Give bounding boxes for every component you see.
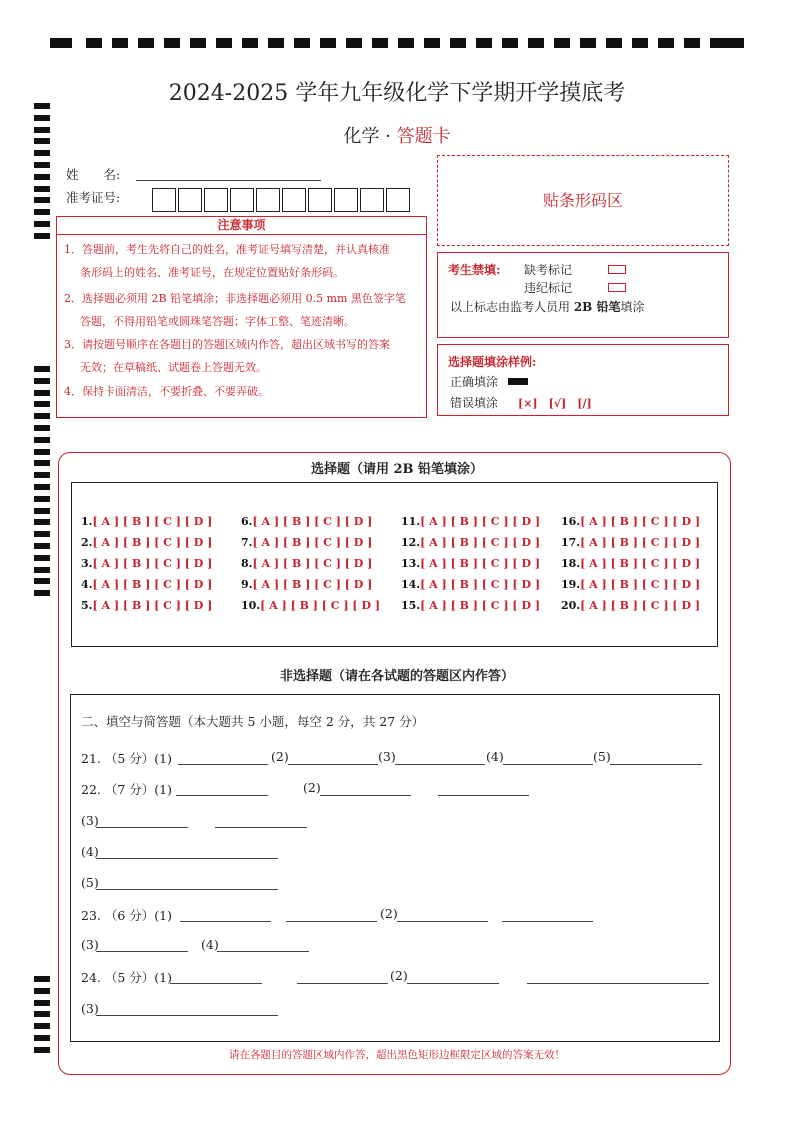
side-mark-27: [34, 543, 50, 549]
violation-mark-label: 违纪标记: [524, 281, 573, 295]
forbidden-title: 考生禁填:: [448, 263, 501, 277]
mc-option-bubbles[interactable]: [ A ] [ B ] [ C ] [ D ]: [92, 599, 213, 612]
q23-blank-4[interactable]: [217, 951, 309, 952]
mc-question-row[interactable]: [241, 578, 372, 591]
forbidden-box: [437, 252, 729, 338]
mc-question-number: 19.: [561, 578, 581, 591]
side-mark-1: [34, 115, 50, 121]
side-mark-6: [34, 174, 50, 180]
mc-question-row[interactable]: [561, 557, 700, 570]
mc-option-bubbles[interactable]: [ A ] [ B ] [ C ] [ D ]: [420, 599, 541, 612]
top-alignment-marks: [50, 38, 744, 50]
side-mark-30: [34, 578, 50, 584]
side-mark-34: [34, 1000, 50, 1006]
mc-question-number: 9.: [241, 578, 253, 591]
nonmc-answer-box: [70, 694, 720, 1042]
side-mark-22: [34, 484, 50, 490]
mc-option-bubbles[interactable]: [ A ] [ B ] [ C ] [ D ]: [420, 515, 541, 528]
mc-question-row[interactable]: [241, 599, 380, 612]
absent-mark-box[interactable]: [608, 265, 626, 274]
mc-question-number: 1.: [81, 515, 93, 528]
mc-question-number: 14.: [401, 578, 421, 591]
page-title: 2024-2025 学年九年级化学下学期开学摸底考: [168, 81, 626, 106]
fill-sample-box: [437, 344, 729, 416]
exam-id-digit-box[interactable]: [334, 188, 358, 212]
q22-part2: (2): [303, 780, 321, 795]
mc-question-row[interactable]: [241, 515, 372, 528]
q21-blank-2[interactable]: [288, 764, 378, 765]
exam-id-digit-box[interactable]: [230, 188, 254, 212]
notice-title: 注意事项: [217, 218, 266, 232]
exam-id-digit-box[interactable]: [282, 188, 306, 212]
side-mark-7: [34, 186, 50, 192]
mc-question-number: 3.: [81, 557, 93, 570]
q22-blank-3b[interactable]: [215, 827, 307, 828]
side-mark-25: [34, 519, 50, 525]
side-mark-37: [34, 1035, 50, 1041]
q23-blank-3[interactable]: [96, 951, 188, 952]
exam-id-digit-box[interactable]: [204, 188, 228, 212]
mc-question-row[interactable]: [81, 578, 212, 591]
notice-item-1-cont: 条形码上的姓名、准考证号，在规定位置贴好条形码。: [80, 266, 344, 279]
mc-question-row[interactable]: [81, 599, 212, 612]
mc-question-number: 17.: [561, 536, 581, 549]
side-mark-29: [34, 567, 50, 573]
name-label: 姓 名:: [66, 167, 121, 182]
footer-warning: 请在各题目的答题区域内作答，超出黑色矩形边框限定区域的答案无效！: [229, 1049, 565, 1061]
section-2-heading: 二、填空与简答题（本大题共 5 小题，每空 2 分，共 27 分）: [81, 714, 425, 729]
mc-option-bubbles[interactable]: [ A ] [ B ] [ C ] [ D ]: [92, 557, 213, 570]
q21-blank-5[interactable]: [610, 764, 702, 765]
q24-blank-2b[interactable]: [527, 983, 709, 984]
mc-question-number: 11.: [401, 515, 421, 528]
mc-question-row[interactable]: [81, 536, 212, 549]
mc-option-bubbles[interactable]: [ A ] [ B ] [ C ] [ D ]: [420, 557, 541, 570]
mc-question-number: 12.: [401, 536, 421, 549]
mc-question-number: 16.: [561, 515, 581, 528]
mc-option-bubbles[interactable]: [ A ] [ B ] [ C ] [ D ]: [92, 515, 213, 528]
side-mark-15: [34, 401, 50, 407]
exam-id-digit-box[interactable]: [152, 188, 176, 212]
mc-question-row[interactable]: [401, 599, 540, 612]
q22-label: 22. （7 分）(1): [81, 782, 172, 797]
side-mark-33: [34, 988, 50, 994]
correct-fill-label: 正确填涂: [450, 375, 499, 389]
exam-id-digit-box[interactable]: [386, 188, 410, 212]
mc-question-row[interactable]: [401, 536, 540, 549]
mc-section-title: 选择题（请用 2B 铅笔填涂）: [310, 462, 484, 477]
q23-label: 23. （6 分）(1): [81, 908, 172, 923]
mc-question-number: 13.: [401, 557, 421, 570]
q24-blank-1b[interactable]: [297, 983, 388, 984]
q24-part3: (3): [81, 1001, 99, 1016]
mc-option-bubbles[interactable]: [ A ] [ B ] [ C ] [ D ]: [580, 557, 701, 570]
mc-option-bubbles[interactable]: [ A ] [ B ] [ C ] [ D ]: [92, 578, 213, 591]
q21-part3: (3): [378, 749, 396, 764]
absent-mark-label: 缺考标记: [524, 263, 573, 277]
q22-blank-4[interactable]: [96, 858, 278, 859]
mc-question-row[interactable]: [561, 515, 700, 528]
side-mark-19: [34, 449, 50, 455]
q23-blank-2a[interactable]: [397, 921, 488, 922]
q21-blank-1[interactable]: [178, 764, 268, 765]
q24-blank-2a[interactable]: [407, 983, 499, 984]
mc-question-number: 7.: [241, 536, 253, 549]
side-mark-5: [34, 162, 50, 168]
q21-blank-4[interactable]: [503, 764, 593, 765]
mc-option-bubbles[interactable]: [ A ] [ B ] [ C ] [ D ]: [252, 557, 373, 570]
side-mark-18: [34, 437, 50, 443]
mc-option-bubbles[interactable]: [ A ] [ B ] [ C ] [ D ]: [580, 578, 701, 591]
q24-blank-3[interactable]: [96, 1015, 278, 1016]
exam-id-digit-box[interactable]: [178, 188, 202, 212]
card-subtitle: [0, 122, 794, 148]
mc-option-bubbles[interactable]: [ A ] [ B ] [ C ] [ D ]: [420, 578, 541, 591]
q22-part3: (3): [81, 813, 99, 828]
side-mark-14: [34, 390, 50, 396]
mc-question-number: 18.: [561, 557, 581, 570]
exam-id-label: 准考证号:: [66, 190, 121, 205]
side-mark-24: [34, 508, 50, 514]
exam-id-digit-box[interactable]: [308, 188, 332, 212]
mc-question-number: 15.: [401, 599, 421, 612]
side-mark-8: [34, 197, 50, 203]
q22-blank-3a[interactable]: [96, 827, 188, 828]
side-mark-36: [34, 1023, 50, 1029]
mc-question-row[interactable]: [561, 578, 700, 591]
side-mark-32: [34, 976, 50, 982]
mc-question-row[interactable]: [401, 578, 540, 591]
mc-option-bubbles[interactable]: [ A ] [ B ] [ C ] [ D ]: [580, 515, 701, 528]
mc-option-bubbles[interactable]: [ A ] [ B ] [ C ] [ D ]: [252, 578, 373, 591]
mc-question-row[interactable]: [81, 557, 212, 570]
forbidden-note-suffix: 填涂: [620, 300, 645, 314]
mc-question-number: 10.: [241, 599, 261, 612]
barcode-area: [437, 155, 729, 246]
side-mark-10: [34, 221, 50, 227]
name-field[interactable]: [136, 180, 321, 181]
notice-item-3: 3．请按题号顺序在各题目的答题区域内作答，超出区域书写的答案: [64, 338, 390, 351]
side-mark-17: [34, 425, 50, 431]
mc-option-bubbles[interactable]: [ A ] [ B ] [ C ] [ D ]: [580, 536, 701, 549]
q22-blank-2a[interactable]: [320, 795, 411, 796]
q21-label: 21. （5 分）(1): [81, 751, 172, 766]
q23-blank-2b[interactable]: [502, 921, 593, 922]
mc-question-row[interactable]: [241, 536, 372, 549]
side-mark-12: [34, 366, 50, 372]
q23-blank-1b[interactable]: [286, 921, 377, 922]
side-mark-31: [34, 590, 50, 596]
side-mark-26: [34, 531, 50, 537]
subject-label: 化学 ·: [343, 126, 397, 147]
q23-part4: (4): [201, 937, 219, 952]
barcode-label: 贴条形码区: [542, 191, 623, 210]
q22-blank-1[interactable]: [176, 795, 268, 796]
mc-option-bubbles[interactable]: [ A ] [ B ] [ C ] [ D ]: [252, 515, 373, 528]
q22-part4: (4): [81, 844, 99, 859]
mc-question-number: 20.: [561, 599, 581, 612]
mc-question-number: 6.: [241, 515, 253, 528]
mc-question-row[interactable]: [561, 599, 700, 612]
exam-id-digit-box[interactable]: [256, 188, 280, 212]
notice-item-2-cont: 答题，不得用铅笔或圆珠笔答题；字体工整、笔迹清晰。: [80, 315, 355, 328]
q21-part2: (2): [271, 749, 289, 764]
mc-option-bubbles[interactable]: [ A ] [ B ] [ C ] [ D ]: [260, 599, 381, 612]
mc-question-row[interactable]: [561, 536, 700, 549]
mc-option-bubbles[interactable]: [ A ] [ B ] [ C ] [ D ]: [92, 536, 213, 549]
notice-item-3-cont: 无效；在草稿纸、试题卷上答题无效。: [80, 361, 267, 374]
side-mark-4: [34, 150, 50, 156]
mc-question-number: 8.: [241, 557, 253, 570]
q21-blank-3[interactable]: [395, 764, 485, 765]
notice-item-2: 2．选择题必须用 2B 铅笔填涂；非选择题必须用 0.5 mm 黑色签字笔: [64, 292, 406, 305]
wrong-fill-samples: [×] [√] [/]: [518, 397, 592, 410]
correct-fill-sample: [508, 378, 528, 385]
mc-question-number: 2.: [81, 536, 93, 549]
notice-item-1: 1．答题前，考生先将自己的姓名，准考证号填写清楚，并认真核准: [64, 243, 390, 256]
side-mark-35: [34, 1011, 50, 1017]
mc-option-bubbles[interactable]: [ A ] [ B ] [ C ] [ D ]: [580, 599, 701, 612]
forbidden-note-bold: 2B 铅笔: [573, 300, 621, 314]
side-mark-16: [34, 413, 50, 419]
mc-question-row[interactable]: [241, 557, 372, 570]
mc-question-number: 5.: [81, 599, 93, 612]
mc-option-bubbles[interactable]: [ A ] [ B ] [ C ] [ D ]: [420, 536, 541, 549]
fill-sample-title: 选择题填涂样例:: [448, 355, 537, 369]
q24-part2: (2): [390, 968, 408, 983]
q22-part5: (5): [81, 875, 99, 890]
q21-part5: (5): [593, 749, 611, 764]
forbidden-note: [450, 298, 645, 315]
exam-id-digit-box[interactable]: [360, 188, 384, 212]
mc-question-row[interactable]: [401, 557, 540, 570]
q24-blank-1a[interactable]: [170, 983, 262, 984]
mc-option-bubbles[interactable]: [ A ] [ B ] [ C ] [ D ]: [252, 536, 373, 549]
mc-question-row[interactable]: [81, 515, 212, 528]
q22-blank-2b[interactable]: [438, 795, 529, 796]
wrong-fill-label: 错误填涂: [450, 396, 499, 410]
side-mark-9: [34, 209, 50, 215]
side-mark-28: [34, 555, 50, 561]
q23-blank-1a[interactable]: [180, 921, 271, 922]
side-mark-23: [34, 496, 50, 502]
notice-title-box: [56, 216, 427, 235]
violation-mark-box[interactable]: [608, 283, 626, 292]
q22-blank-5[interactable]: [96, 889, 278, 890]
q24-label: 24. （5 分）(1): [81, 970, 172, 985]
mc-question-number: 4.: [81, 578, 93, 591]
mc-question-row[interactable]: [401, 515, 540, 528]
q21-part4: (4): [486, 749, 504, 764]
q23-part3: (3): [81, 937, 99, 952]
q23-part2: (2): [380, 906, 398, 921]
side-mark-13: [34, 378, 50, 384]
side-mark-11: [34, 233, 50, 239]
forbidden-note-prefix: 以上标志由监考人员用: [450, 300, 574, 314]
nonmc-section-title: 非选择题（请在各试题的答题区内作答）: [279, 669, 514, 684]
answer-card-label: 答题卡: [396, 126, 451, 147]
notice-item-4: 4．保持卡面清洁，不要折叠、不要弄破。: [64, 385, 269, 398]
